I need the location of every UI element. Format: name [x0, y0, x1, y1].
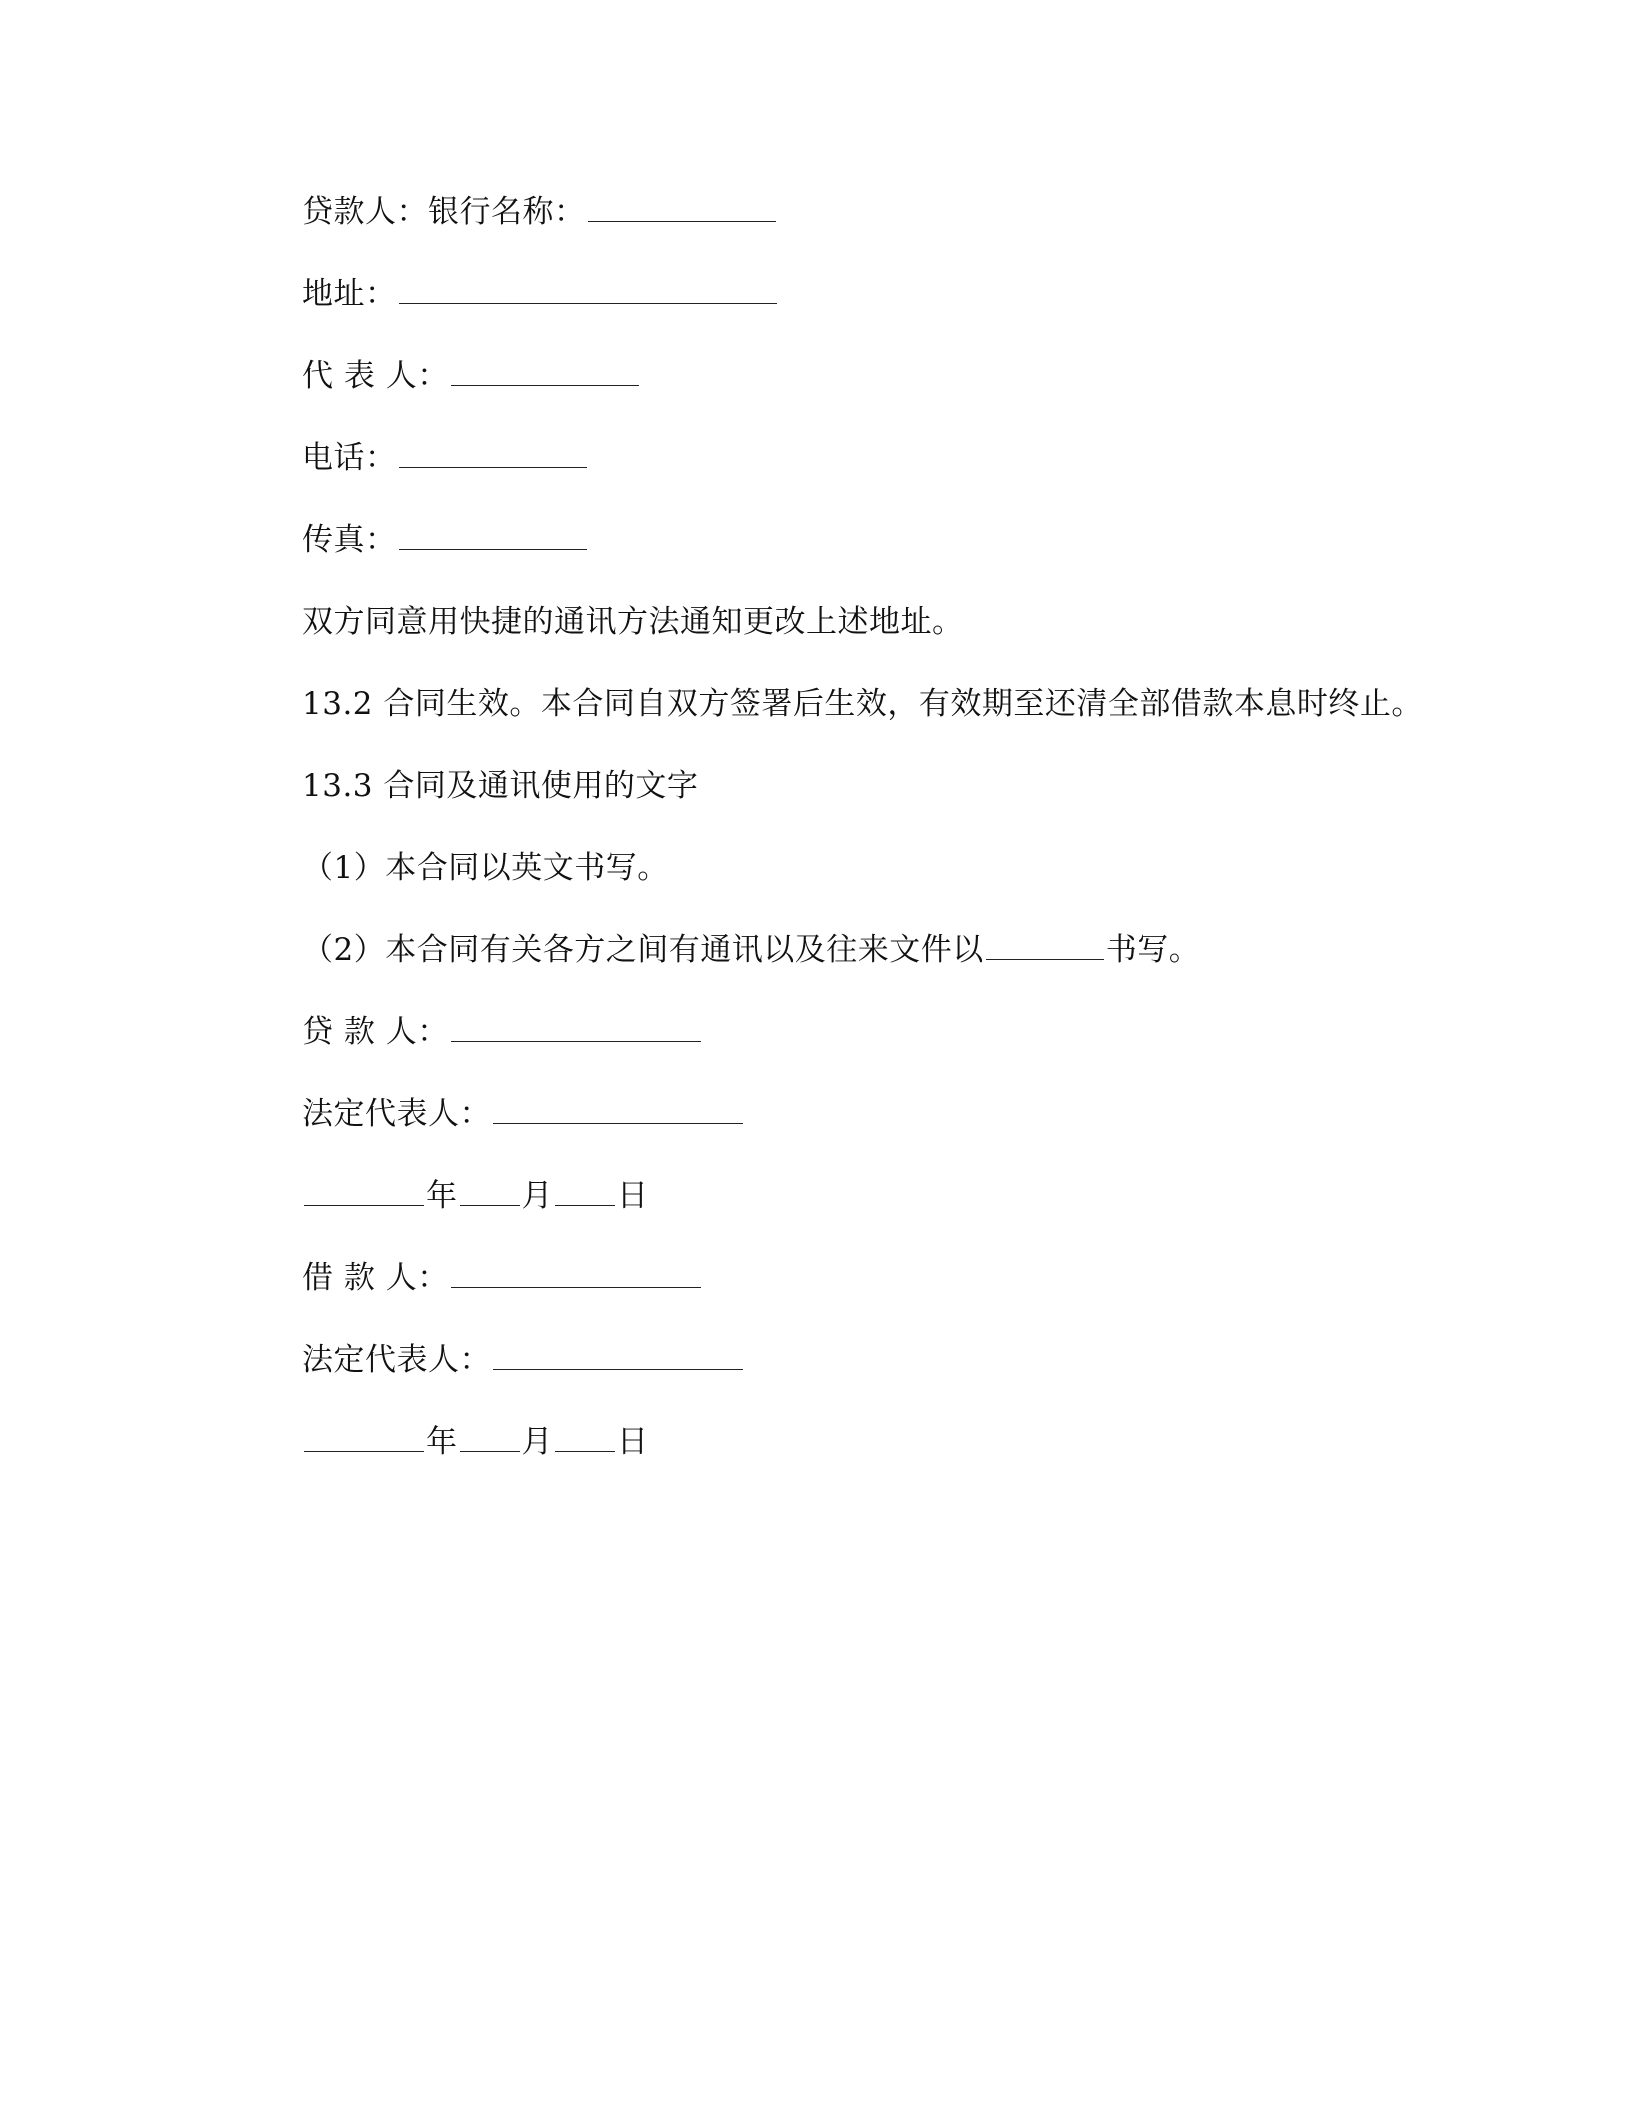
lender-legal-rep-blank[interactable]: [493, 1093, 743, 1124]
clause-13-2-text: 13.2 合同生效。本合同自双方签署后生效，有效期至还清全部借款本息时终止。: [302, 686, 1423, 722]
borrower-legal-rep-blank[interactable]: [493, 1339, 743, 1370]
notice-change-text: 双方同意用快捷的通讯方法通知更改上述地址。: [302, 604, 964, 640]
lender-signature-label: 贷 款 人：: [302, 1014, 449, 1050]
lender-date-month-blank[interactable]: [460, 1175, 520, 1206]
clause-13-3-item-1: （1）本合同以英文书写。: [302, 850, 669, 886]
borrower-signature-row: [302, 1256, 703, 1300]
fax-blank[interactable]: [399, 519, 587, 550]
address-label: 地址：: [302, 276, 397, 312]
borrower-legal-rep-label: 法定代表人：: [302, 1342, 491, 1378]
borrower-legal-rep-row: [302, 1338, 745, 1382]
lender-date-row: [302, 1174, 649, 1218]
representative-blank[interactable]: [451, 355, 639, 386]
lender-legal-rep-label: 法定代表人：: [302, 1096, 491, 1132]
language-blank[interactable]: [986, 929, 1104, 960]
fax-label: 传真：: [302, 522, 397, 558]
address-blank[interactable]: [399, 273, 777, 304]
lender-legal-rep-row: [302, 1092, 745, 1136]
lender-signature-blank[interactable]: [451, 1011, 701, 1042]
representative-label: 代 表 人：: [302, 358, 449, 394]
representative-row: [302, 354, 641, 398]
lender-date-day-label: 日: [617, 1178, 649, 1214]
borrower-date-month-label: 月: [521, 1424, 553, 1460]
borrower-date-year-label: 年: [426, 1424, 458, 1460]
borrower-signature-blank[interactable]: [451, 1257, 701, 1288]
lender-bank-name-label: 贷款人：银行名称：: [302, 194, 586, 230]
borrower-date-year-blank[interactable]: [304, 1421, 424, 1452]
clause-13-3-item-2-row: [302, 928, 1200, 972]
fax-row: [302, 518, 589, 562]
borrower-signature-label: 借 款 人：: [302, 1260, 449, 1296]
borrower-date-month-blank[interactable]: [460, 1421, 520, 1452]
lender-date-month-label: 月: [521, 1178, 553, 1214]
lender-bank-name-row: [302, 190, 778, 234]
clause-13-3-heading: 13.3 合同及通讯使用的文字: [302, 768, 699, 804]
lender-date-year-blank[interactable]: [304, 1175, 424, 1206]
lender-date-year-label: 年: [426, 1178, 458, 1214]
clause-13-3-item-2-prefix: （2）本合同有关各方之间有通讯以及往来文件以: [302, 932, 984, 968]
borrower-date-day-label: 日: [617, 1424, 649, 1460]
clause-13-3-item-2-suffix: 书写。: [1105, 932, 1201, 968]
address-row: [302, 272, 779, 316]
lender-signature-row: [302, 1010, 703, 1054]
phone-row: [302, 436, 589, 480]
borrower-date-row: [302, 1420, 649, 1464]
lender-date-day-blank[interactable]: [555, 1175, 615, 1206]
phone-label: 电话：: [302, 440, 397, 476]
lender-bank-name-blank[interactable]: [588, 191, 776, 222]
borrower-date-day-blank[interactable]: [555, 1421, 615, 1452]
phone-blank[interactable]: [399, 437, 587, 468]
